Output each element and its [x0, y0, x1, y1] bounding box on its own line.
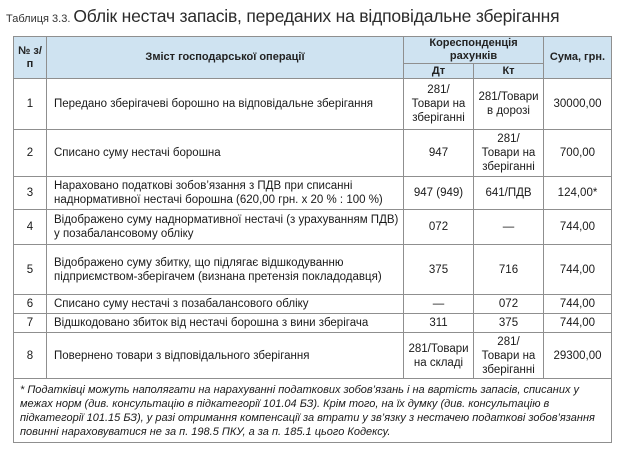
row-sum: 744,00: [544, 295, 612, 314]
row-operation: Передано зберігачеві борошно на відповідальне зберігання: [47, 79, 404, 130]
row-num: 8: [14, 333, 47, 379]
row-operation: Списано суму нестачі борошна: [47, 130, 404, 177]
row-credit: 072: [474, 295, 544, 314]
table-footnote: * Податківці можуть наполягати на нарахуванні податкових зобов’язань і на вартість запасів, списаних у межах норм (див. консультацію в підкатегорії 101.04 БЗ). Крім того, на їх думку (див. консультацію в підкатегорії 101.15 БЗ), у разі отримання компенсації за втрати у зв’язку з нестачею податкові зобов’язання повинні нараховуватися не за п. 198.5 ПКУ, а за п. 185.1 цього Кодексу.: [14, 379, 612, 443]
table-row: [14, 333, 612, 379]
row-operation: Списано суму нестачі з позабалансового обліку: [47, 295, 404, 314]
row-credit: 716: [474, 245, 544, 295]
row-num: 4: [14, 210, 47, 245]
row-sum: 744,00: [544, 210, 612, 245]
row-debit: 947: [404, 130, 474, 177]
footnote-row: [14, 379, 612, 443]
table-header: [14, 37, 612, 79]
row-debit: 281/ Товари на зберіганні: [404, 79, 474, 130]
table-row: [14, 210, 612, 245]
table-caption: [6, 6, 559, 30]
row-operation: Відшкодовано збиток від нестачі борошна з вини зберігача: [47, 314, 404, 333]
header-kt: Кт: [474, 64, 544, 79]
row-credit: 375: [474, 314, 544, 333]
operations-table: [13, 36, 612, 443]
row-num: 6: [14, 295, 47, 314]
row-debit: 375: [404, 245, 474, 295]
table-row: [14, 177, 612, 210]
header-sum: Сума, грн.: [544, 37, 612, 79]
header-num: № з/п: [14, 37, 47, 79]
row-num: 2: [14, 130, 47, 177]
row-operation: Відображено суму наднормативної нестачі (з урахуванням ПДВ) у позабалансовому обліку: [47, 210, 404, 245]
row-sum: 30000,00: [544, 79, 612, 130]
header-dt: Дт: [404, 64, 474, 79]
row-credit: 281/ Товари на зберіганні: [474, 333, 544, 379]
row-sum: 744,00: [544, 245, 612, 295]
row-operation: Повернено товари з відповідального зберігання: [47, 333, 404, 379]
row-credit: 281/ Товари на зберіганні: [474, 130, 544, 177]
row-debit: —: [404, 295, 474, 314]
row-credit: 641/ПДВ: [474, 177, 544, 210]
row-credit: 281/Товари в дорозі: [474, 79, 544, 130]
row-sum: 700,00: [544, 130, 612, 177]
table-body: [14, 79, 612, 443]
row-operation: Відображено суму збитку, що підлягає відшкодуванню підприємством-зберігачем (визнана претензія покладодавця): [47, 245, 404, 295]
header-content: Зміст господарської операції: [47, 37, 404, 79]
row-num: 7: [14, 314, 47, 333]
row-debit: 281/Товари на складі: [404, 333, 474, 379]
table-title: Облік нестач запасів, переданих на відповідальне зберігання: [73, 6, 560, 26]
row-debit: 311: [404, 314, 474, 333]
row-num: 3: [14, 177, 47, 210]
row-debit: 072: [404, 210, 474, 245]
header-correspondence: Кореспонденція рахунків: [404, 37, 544, 64]
row-operation: Нараховано податкові зобов’язання з ПДВ при списанні наднормативної нестачі борошна (620,00 грн. х 20 % : 100 %): [47, 177, 404, 210]
row-sum: 29300,00: [544, 333, 612, 379]
table-row: [14, 295, 612, 314]
table-row: [14, 79, 612, 130]
row-debit: 947 (949): [404, 177, 474, 210]
row-credit: —: [474, 210, 544, 245]
row-num: 1: [14, 79, 47, 130]
table-row: [14, 245, 612, 295]
table-row: [14, 130, 612, 177]
table-number-label: Таблиця 3.3.: [6, 13, 71, 25]
table-row: [14, 314, 612, 333]
row-sum: 744,00: [544, 314, 612, 333]
row-sum: 124,00*: [544, 177, 612, 210]
row-num: 5: [14, 245, 47, 295]
